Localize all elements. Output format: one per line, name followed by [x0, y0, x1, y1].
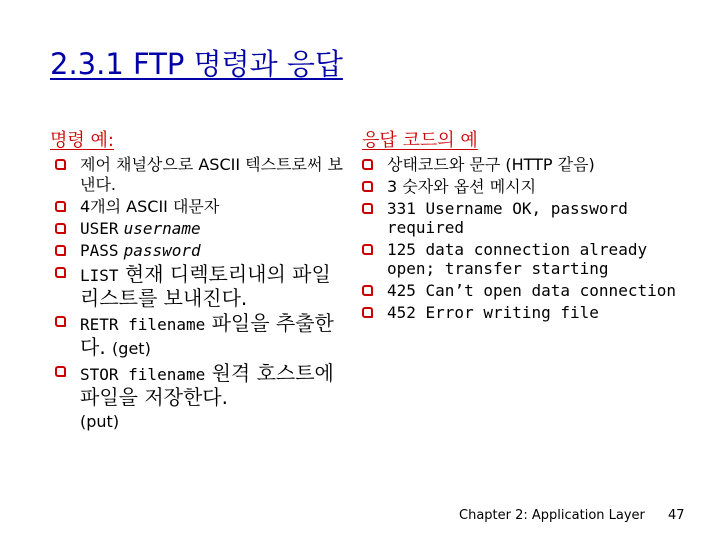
command-suffix: (get) — [112, 339, 151, 358]
checkbox-bullet-icon — [362, 203, 373, 214]
command-suffix: (put) — [80, 412, 120, 431]
item-text: 3 숫자와 옵션 메시지 — [387, 177, 537, 196]
response-code: 425 Can’t open data connection — [387, 281, 676, 300]
footer-chapter: Chapter 2: Application Layer — [459, 508, 645, 523]
checkbox-bullet-icon — [362, 307, 373, 318]
list-item — [362, 281, 692, 300]
command-name: STOR filename — [80, 365, 206, 384]
list-item — [362, 177, 692, 196]
command-arg: password — [123, 241, 201, 260]
command-name: RETR filename — [80, 315, 206, 334]
list-item — [362, 199, 692, 237]
checkbox-bullet-icon — [362, 285, 373, 296]
left-column-heading: 명령 예: — [50, 130, 114, 151]
response-code: 125 data connection already open; transfer starting — [387, 240, 648, 278]
checkbox-bullet-icon — [55, 316, 66, 327]
slide-title: 2.3.1 FTP 명령과 응답 — [50, 47, 343, 81]
item-text: 4개의 ASCII 대문자 — [80, 197, 220, 216]
checkbox-bullet-icon — [55, 159, 66, 170]
command-name: PASS — [80, 241, 119, 260]
response-examples-list — [362, 155, 692, 325]
list-item — [55, 362, 355, 433]
right-column-heading: 응답 코드의 예 — [362, 130, 478, 151]
command-desc: 원격 호스트에 파일을 저장한다. — [80, 361, 334, 409]
list-item — [55, 219, 355, 239]
list-item — [362, 155, 692, 174]
list-item — [362, 303, 692, 322]
command-name: USER — [80, 219, 119, 238]
list-item — [55, 155, 355, 195]
checkbox-bullet-icon — [362, 181, 373, 192]
checkbox-bullet-icon — [362, 159, 373, 170]
list-item — [55, 197, 355, 217]
checkbox-bullet-icon — [55, 223, 66, 234]
command-desc: 현재 디렉토리내의 파일 리스트를 보내진다. — [80, 262, 331, 310]
item-text: 상태코드와 문구 (HTTP 같음) — [387, 155, 595, 174]
list-item — [55, 241, 355, 261]
checkbox-bullet-icon — [55, 245, 66, 256]
checkbox-bullet-icon — [55, 366, 66, 377]
list-item — [362, 240, 692, 278]
item-text: 제어 채널상으로 ASCII 텍스트로써 보낸다. — [80, 155, 343, 194]
command-name: LIST — [80, 266, 119, 285]
response-code: 331 Username OK, password required — [387, 199, 628, 237]
command-arg: username — [123, 219, 201, 238]
checkbox-bullet-icon — [55, 267, 66, 278]
checkbox-bullet-icon — [362, 244, 373, 255]
checkbox-bullet-icon — [55, 201, 66, 212]
list-item — [55, 312, 355, 360]
command-examples-list — [55, 155, 355, 435]
page-number: 47 — [668, 508, 685, 523]
list-item — [55, 263, 355, 310]
response-code: 452 Error writing file — [387, 303, 599, 322]
command-desc: 파일을 추출한다. — [80, 311, 334, 359]
